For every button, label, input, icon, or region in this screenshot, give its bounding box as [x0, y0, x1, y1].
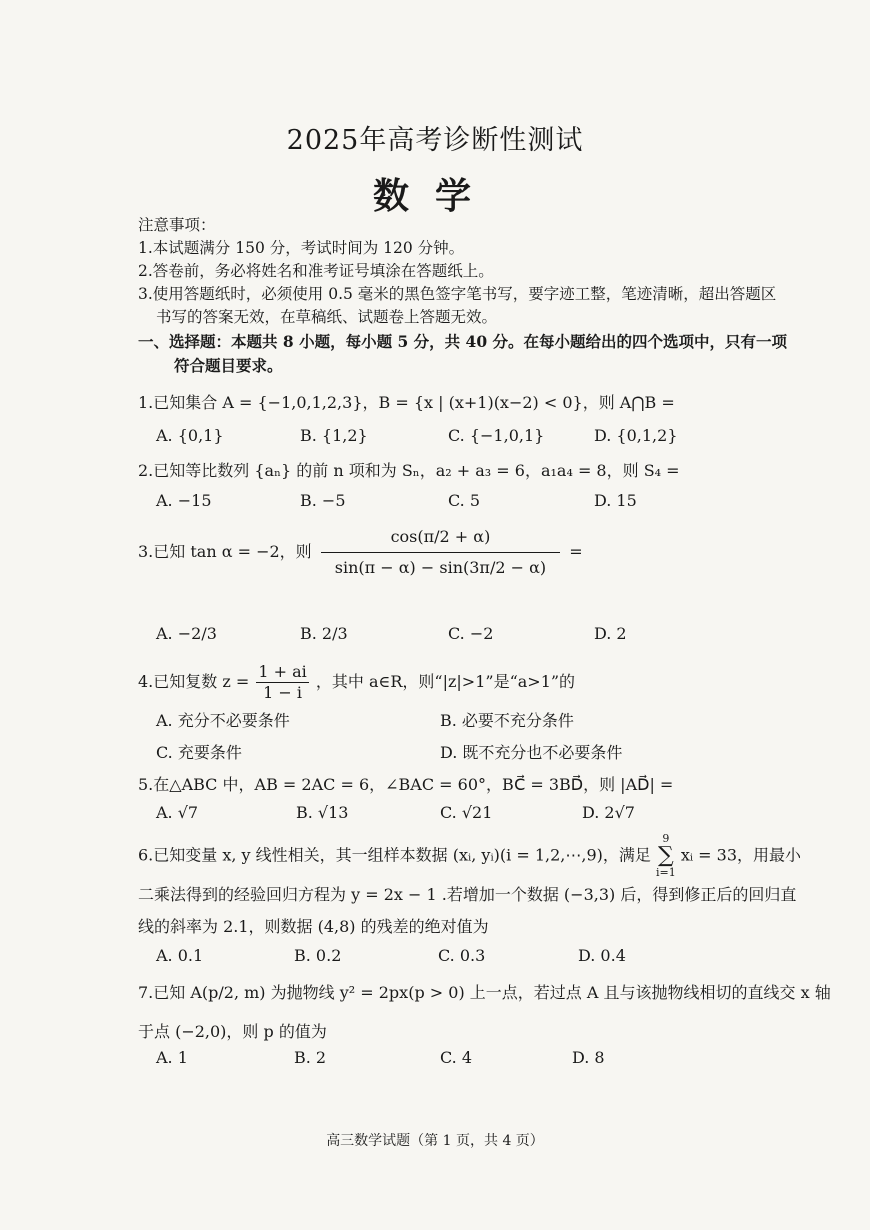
q4-prefix: 4.已知复数 z = [138, 672, 250, 691]
q4-option-c: C. 充要条件 [156, 743, 242, 762]
q4-suffix: ，其中 a∈R，则“|z|>1”是“a>1”的 [315, 672, 576, 691]
question-4-stem [138, 662, 575, 703]
question-6-stem-line1 [138, 833, 801, 879]
subject-title: 数学 [372, 175, 497, 217]
question-2-stem: 2.已知等比数列 {aₙ} 的前 n 项和为 Sₙ，a₂ + a₃ = 6，a₁a₄ = 8，则 S₄ = [138, 461, 680, 480]
q5-option-d: D. 2√7 [582, 803, 635, 822]
q3-option-b: B. 2/3 [300, 624, 348, 643]
q3-option-c: C. −2 [448, 624, 494, 643]
q4-option-a: A. 充分不必要条件 [156, 711, 290, 730]
question-6-stem-line2: 二乘法得到的经验回归方程为 y = 2x − 1 .若增加一个数据 (−3,3) 后，得到修正后的回归直 [138, 885, 797, 904]
q6-option-d: D. 0.4 [578, 946, 626, 965]
q3-denominator: sin(π − α) − sin(3π/2 − α) [334, 558, 547, 577]
q4-option-d: D. 既不充分也不必要条件 [440, 743, 623, 762]
q3-option-a: A. −2/3 [156, 624, 217, 643]
q1-option-c: C. {−1,0,1} [448, 426, 545, 445]
q4-option-b: B. 必要不充分条件 [440, 711, 574, 730]
q3-option-d: D. 2 [594, 624, 627, 643]
q6-option-a: A. 0.1 [156, 946, 204, 965]
question-6-stem-line3: 线的斜率为 2.1，则数据 (4,8) 的残差的绝对值为 [138, 917, 489, 936]
note-item: 书写的答案无效，在草稿纸、试题卷上答题无效。 [156, 308, 498, 326]
question-5-stem: 5.在△ABC 中，AB = 2AC = 6，∠BAC = 60°，BC⃗ = 3BD⃗，则 |AD⃗| = [138, 775, 674, 794]
q4-fraction [256, 662, 308, 703]
q2-option-a: A. −15 [156, 491, 212, 510]
q7-option-c: C. 4 [440, 1048, 473, 1067]
q2-option-b: B. −5 [300, 491, 346, 510]
q3-fraction [321, 522, 560, 583]
exam-title: 2025年高考诊断性测试 [286, 125, 584, 156]
q6-line1-prefix: 6.已知变量 x, y 线性相关，其一组样本数据 (xᵢ, yᵢ)(i = 1,2,⋯,9)，满足 [138, 845, 651, 865]
note-item: 2.答卷前，务必将姓名和准考证号填涂在答题纸上。 [138, 262, 494, 280]
q5-option-a: A. √7 [156, 803, 199, 822]
q1-option-b: B. {1,2} [300, 426, 368, 445]
sum-lower-limit: i=1 [656, 866, 676, 879]
question-7-stem-line1: 7.已知 A(p/2, m) 为抛物线 y² = 2px(p > 0) 上一点，若过点 A 且与该抛物线相切的直线交 x 轴 [138, 983, 831, 1002]
q1-option-d: D. {0,1,2} [594, 426, 678, 445]
note-item: 3.使用答题纸时，必须使用 0.5 毫米的黑色签字笔书写，要字迹工整，笔迹清晰，超出答题区 [138, 285, 777, 303]
question-3-stem [138, 522, 583, 583]
q4-numerator: 1 + ai [258, 662, 307, 681]
q2-option-c: C. 5 [448, 491, 481, 510]
question-7-stem-line2: 于点 (−2,0)，则 p 的值为 [138, 1022, 327, 1041]
q6-option-c: C. 0.3 [438, 946, 486, 965]
notes-block [138, 214, 776, 329]
q3-suffix: = [569, 542, 583, 561]
q7-option-b: B. 2 [294, 1048, 327, 1067]
sum-upper-limit: 9 [662, 832, 670, 845]
q7-option-a: A. 1 [156, 1048, 188, 1067]
q2-option-d: D. 15 [594, 491, 637, 510]
question-1-stem: 1.已知集合 A = {−1,0,1,2,3}，B = {x | (x+1)(x−2) < 0}，则 A⋂B = [138, 393, 675, 412]
q6-option-b: B. 0.2 [294, 946, 342, 965]
q6-line1-suffix: xᵢ = 33，用最小 [680, 845, 802, 865]
page-footer: 高三数学试题（第 1 页，共 4 页） [326, 1133, 544, 1149]
section-line: 符合题目要求。 [174, 356, 283, 375]
q1-option-a: A. {0,1} [156, 426, 224, 445]
notes-heading: 注意事项： [138, 216, 216, 234]
q4-denominator: 1 − i [263, 683, 303, 702]
q3-prefix: 3.已知 tan α = −2，则 [138, 542, 312, 561]
note-item: 1.本试题满分 150 分，考试时间为 120 分钟。 [138, 239, 465, 257]
summation-sign: 9 ∑ i=1 [656, 832, 676, 879]
q5-option-b: B. √13 [296, 803, 349, 822]
section-heading [138, 330, 787, 378]
q7-option-d: D. 8 [572, 1048, 605, 1067]
section-line: 一、选择题：本题共 8 小题，每小题 5 分，共 40 分。在每小题给出的四个选项中，只有一项 [138, 332, 788, 351]
q5-option-c: C. √21 [440, 803, 493, 822]
q3-numerator: cos(π/2 + α) [321, 522, 560, 553]
